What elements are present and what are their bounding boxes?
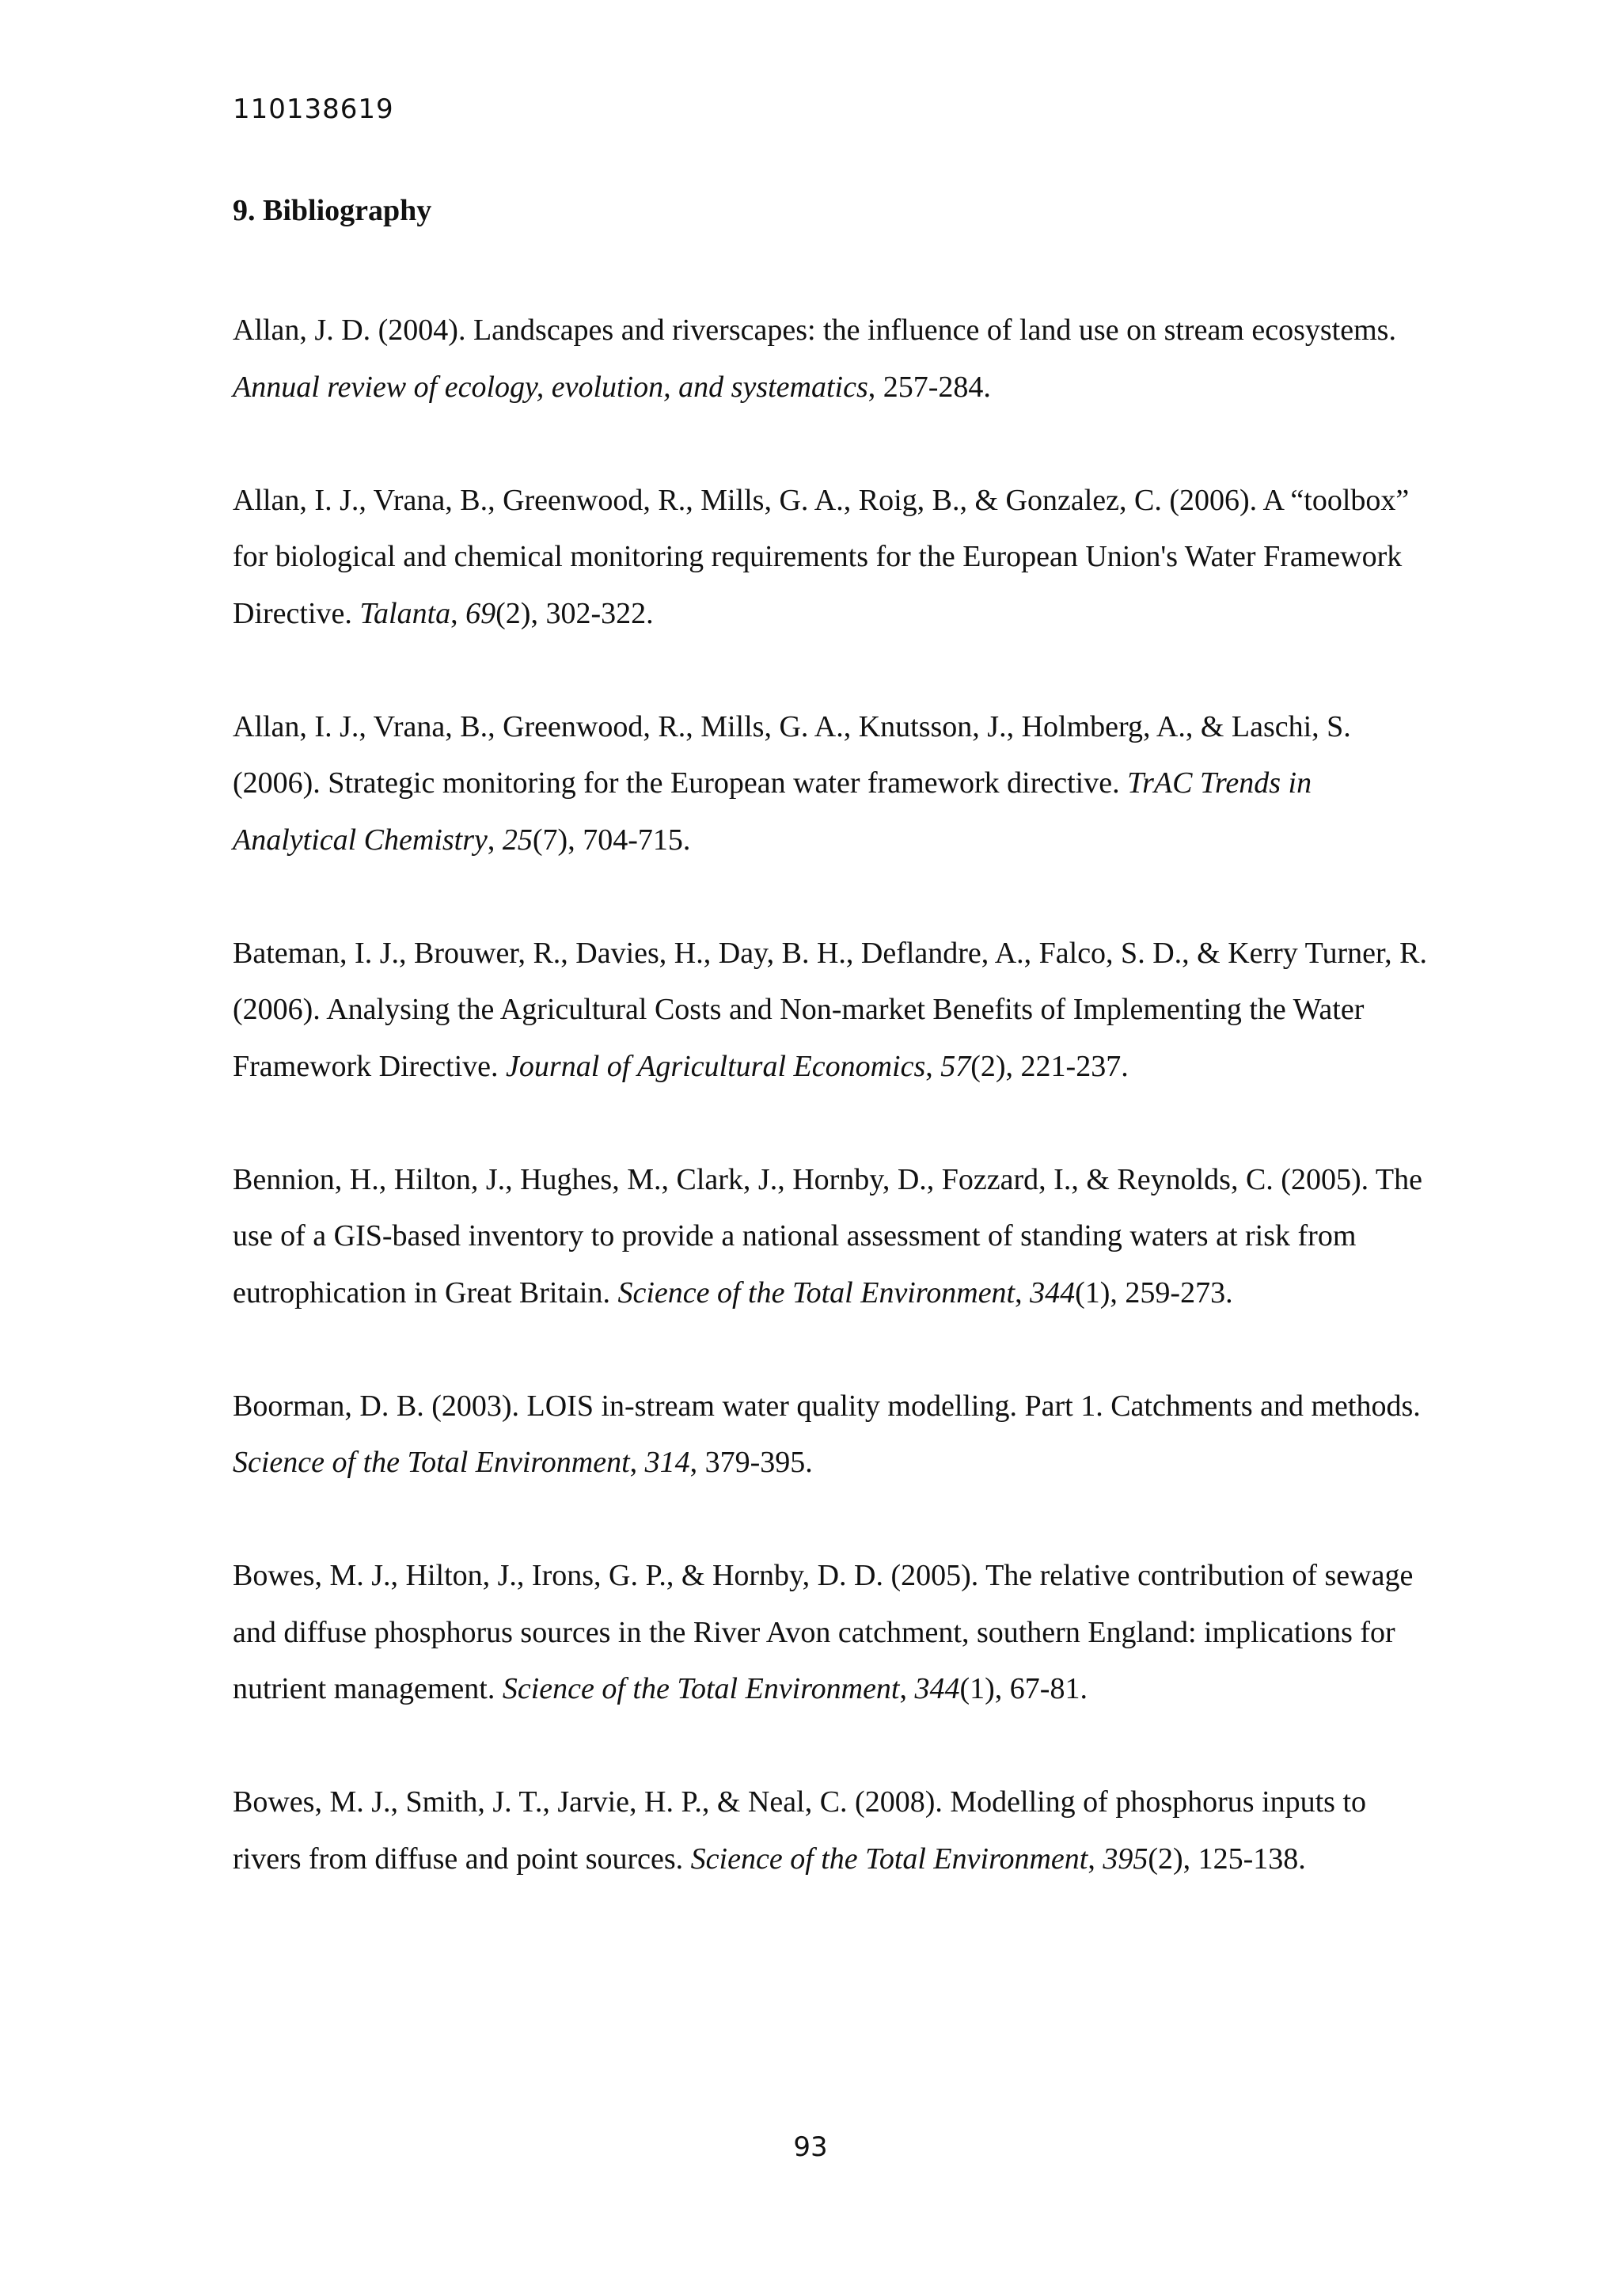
section-title: 9. Bibliography <box>233 194 432 227</box>
reference-entry: Allan, I. J., Vrana, B., Greenwood, R., Mills, G. A., Roig, B., & Gonzalez, C. (2006). A “toolbox” for biological and chemical monitoring requirements for the European Union's Water Framework Directive. Talanta, 69(2), 302-322. <box>233 483 1410 630</box>
reference-entry: Allan, I. J., Vrana, B., Greenwood, R., Mills, G. A., Knutsson, J., Holmberg, A., & Laschi, S. (2006). Strategic monitoring for the European water framework directive. TrAC Trends in Analytical Chemistry, 25(7), 704-715. <box>233 709 1351 857</box>
reference-entry: Bowes, M. J., Hilton, J., Irons, G. P., & Hornby, D. D. (2005). The relative contribution of sewage and diffuse phosphorus sources in the River Avon catchment, southern England: implications for nutrient management. Science of the Total Environment, 344(1), 67-81. <box>233 1559 1414 1705</box>
reference-entry: Bowes, M. J., Smith, J. T., Jarvie, H. P., & Neal, C. (2008). Modelling of phosphorus inputs to rivers from diffuse and point sources. Science of the Total Environment, 395(2), 125-138. <box>233 1785 1367 1876</box>
page-number: 93 <box>793 2131 828 2163</box>
document-id: 110138619 <box>233 93 394 125</box>
reference-entry: Allan, J. D. (2004). Landscapes and riverscapes: the influence of land use on stream ecosystems. Annual review of ecology, evolution, and systematics, 257-284. <box>233 314 1396 404</box>
reference-entry: Bennion, H., Hilton, J., Hughes, M., Clark, J., Hornby, D., Fozzard, I., & Reynolds, C. (2005). The use of a GIS-based inventory to provide a national assessment of standing waters at risk from eutrophication in Great Britain. Science of the Total Environment, 344(1), 259-273. <box>233 1162 1422 1310</box>
bibliography-list <box>233 302 1436 1944</box>
reference-entry: Boorman, D. B. (2003). LOIS in-stream water quality modelling. Part 1. Catchments and methods. Science of the Total Environment, 314, 379-395. <box>233 1389 1421 1479</box>
reference-entry: Bateman, I. J., Brouwer, R., Davies, H., Day, B. H., Deflandre, A., Falco, S. D., & Kerry Turner, R. (2006). Analysing the Agricultural Costs and Non-market Benefits of Implementing the Water Framework Directive. Journal of Agricultural Economics, 57(2), 221-237. <box>233 936 1427 1083</box>
